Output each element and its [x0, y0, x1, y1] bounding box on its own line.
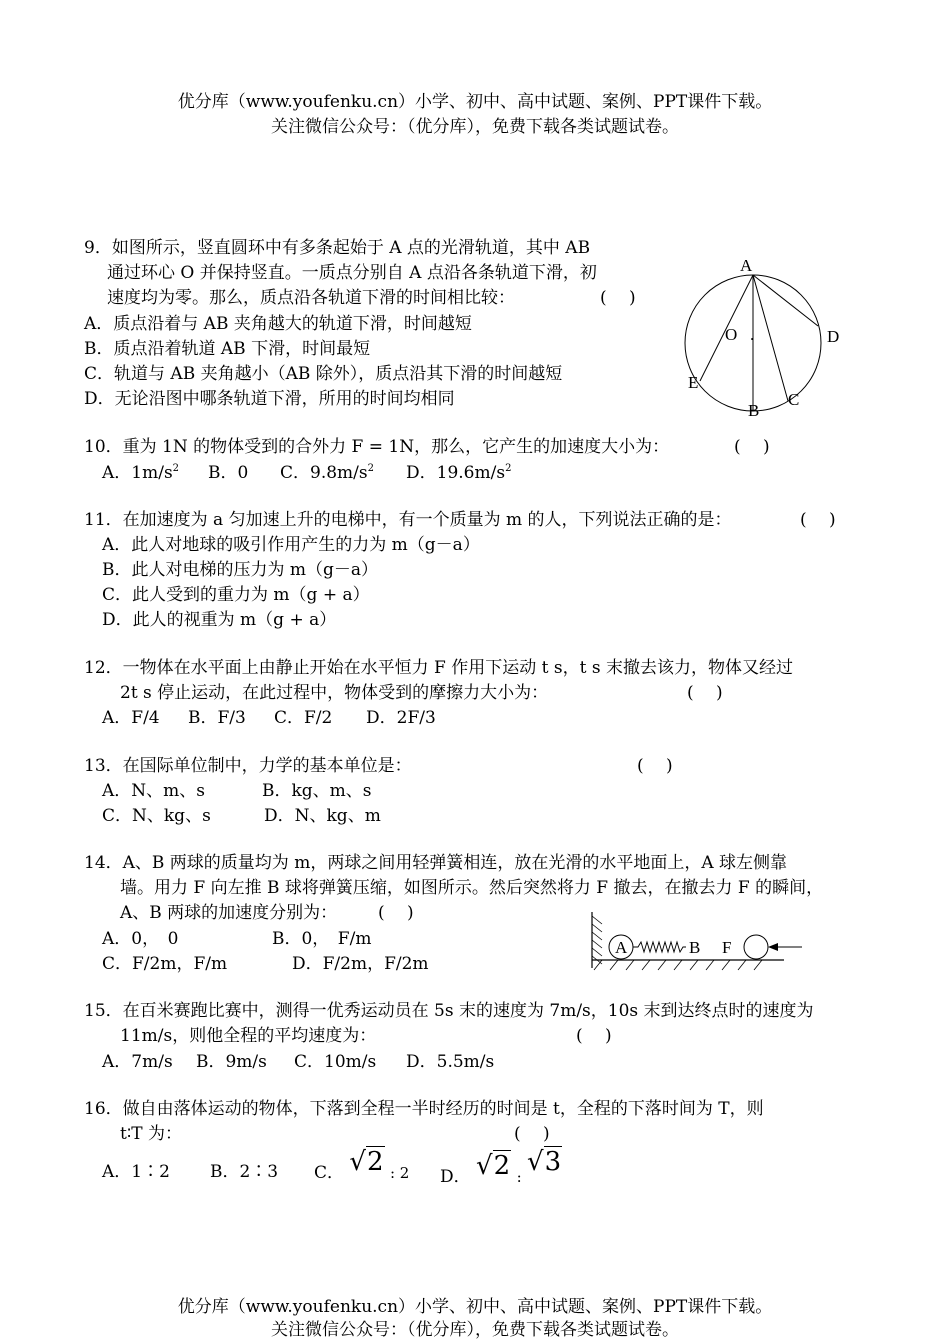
q9-stem-line-3: 速度均为零。那么，质点沿各轨道下滑的时间相比较：: [107, 288, 515, 308]
q9-label-c: C: [788, 390, 800, 409]
q10-option-d-exponent: 2: [505, 463, 512, 474]
q9-label-a: A: [740, 256, 753, 275]
q9-option-b: B．质点沿着轨道 AB 下滑，时间最短: [84, 339, 371, 359]
q12-option-d: D．2F/3: [366, 708, 436, 728]
q9-circle-figure: [676, 250, 856, 425]
q9-track-ac: [753, 275, 788, 401]
q16-option-c-radicand: 2: [367, 1147, 384, 1177]
q16-answer-paren: ( ): [514, 1124, 550, 1144]
q14-answer-paren: ( ): [378, 903, 414, 923]
q10-option-a-exponent: 2: [172, 463, 180, 474]
q14-option-d: D．F/2m，F/2m: [292, 954, 429, 974]
q9-option-a: A．质点沿着与 AB 夹角越大的轨道下滑，时间越短: [84, 314, 472, 334]
q14-option-c: C．F/2m，F/m: [102, 954, 228, 974]
q16-option-c-label: C．: [314, 1163, 345, 1183]
q15-stem-line-2: 11m/s，则他全程的平均速度为：: [120, 1026, 377, 1046]
q9-stem-line-1: 9．如图所示，竖直圆环中有多条起始于 A 点的光滑轨道，其中 AB: [84, 238, 591, 258]
q15-option-d: D．5.5m/s: [406, 1052, 495, 1072]
q10-option-b: B．0: [208, 463, 249, 483]
q14-stem-line-3: A、B 两球的加速度分别为：: [120, 903, 338, 923]
q14-label-f: F: [722, 938, 732, 957]
q14-stem-line-1: 14．A、B 两球的质量均为 m，两球之间用轻弹簧相连，放在光滑的水平地面上，A 球左侧靠: [84, 853, 788, 873]
q16-option-d: [440, 1147, 562, 1187]
q13-stem: 13．在国际单位制中，力学的基本单位是：: [84, 756, 412, 776]
q15-option-b: B．9m/s: [196, 1052, 267, 1072]
q14-wall-hatch: [592, 916, 602, 964]
q9-option-d: D．无论沿图中哪条轨道下滑，所用的时间均相同: [84, 389, 455, 409]
q16-option-d-label: D．: [440, 1167, 471, 1187]
q12-option-c: C．F/2: [274, 708, 333, 728]
q9-stem-line-2: 通过环心 O 并保持竖直。一质点分别自 A 点沿各条轨道下滑，初: [107, 263, 597, 283]
q9-label-d: D: [827, 327, 840, 346]
q12-option-b: B．F/3: [188, 708, 246, 728]
q13-option-b: B．kg、m、s: [262, 781, 372, 801]
q14-label-a: A: [615, 938, 628, 957]
q10-option-d: D．$19.6m/s^2$: [406, 463, 512, 483]
q16-option-c-sqrt: √2: [349, 1147, 384, 1177]
q15-stem-line-1: 15．在百米赛跑比赛中，测得一优秀运动员在 5s 末的速度为 7m/s，10s 末到达终点时的速度为: [84, 1001, 814, 1021]
q10-option-c: C．$9.8m/s^2$: [280, 463, 374, 483]
q13-option-c: C．N、kg、s: [102, 806, 211, 826]
q14-force-arrow-head: [768, 943, 778, 951]
q10-option-c-exponent: 2: [367, 463, 374, 474]
q14-spring-figure: [588, 910, 808, 976]
q9-track-ad: [753, 275, 818, 326]
q15-option-c: C．10m/s: [294, 1052, 377, 1072]
q16-stem-line-1: 16．做自由落体运动的物体，下落到全程一半时经历的时间是 t，全程的下落时间为 T，则: [84, 1099, 764, 1119]
q13-option-d: D．N、kg、m: [264, 806, 381, 826]
q10-answer-paren: ( ): [734, 437, 770, 457]
q16-option-c: [314, 1147, 410, 1186]
q16-stem-line-2: t∶T 为：: [120, 1124, 182, 1144]
q14-spring: [633, 942, 686, 952]
q10-option-a: A．$1m/s^2$: [102, 463, 180, 483]
q9-answer-paren: ( ): [600, 288, 636, 308]
q11-answer-paren: ( ): [800, 510, 836, 530]
q11-option-c: C．此人受到的重力为 m（g + a）: [102, 585, 370, 605]
q9-label-center-dot: .: [750, 325, 755, 344]
q14-ground-hatch: [594, 960, 762, 970]
q14-option-a: A．0， 0: [102, 929, 179, 949]
q12-answer-paren: ( ): [687, 683, 723, 703]
q14-option-b: B．0， F/m: [272, 929, 372, 949]
q11-option-a: A．此人对地球的吸引作用产生的力为 m（g－a）: [102, 535, 480, 555]
q9-label-o: O: [725, 325, 738, 344]
q10-stem: 10．重为 1N 的物体受到的合外力 F = 1N，那么，它产生的加速度大小为：: [84, 437, 670, 457]
q16-option-a: A．1∶2: [102, 1162, 170, 1182]
q15-option-a: A．7m/s: [102, 1052, 173, 1072]
q9-label-e: E: [688, 373, 699, 392]
q12-option-a: A．F/4: [102, 708, 160, 728]
q12-stem-line-2: 2t s 停止运动，在此过程中，物体受到的摩擦力大小为：: [120, 683, 549, 703]
q14-label-b: B: [689, 938, 701, 957]
q16-option-d-radicand-1: 2: [493, 1151, 511, 1181]
q12-stem-line-1: 12．一物体在水平面上由静止开始在水平恒力 F 作用下运动 t s，t s 末撤去该力，物体又经过: [84, 658, 793, 678]
q16-option-d-separator: :: [516, 1168, 522, 1186]
q14-ball-b: [744, 935, 768, 959]
q16-option-d-radicand-2: 3: [544, 1147, 562, 1177]
header-line-2: 关注微信公众号：（优分库），免费下载各类试题试卷。: [271, 117, 679, 137]
footer-line-1: 优分库（www.youfenku.cn）小学、初中、高中试题、案例、PPT课件下载。: [177, 1297, 773, 1317]
q14-stem-line-2: 墙。用力 F 向左推 B 球将弹簧压缩，如图所示。然后突然将力 F 撤去，在撤去力 F 的瞬间，: [120, 878, 824, 898]
q11-stem: 11．在加速度为 a 匀加速上升的电梯中，有一个质量为 m 的人，下列说法正确的是：: [84, 510, 732, 530]
q11-option-b: B．此人对电梯的压力为 m（g－a）: [102, 560, 379, 580]
header-line-1: 优分库（www.youfenku.cn）小学、初中、高中试题、案例、PPT课件下载。: [177, 92, 773, 112]
q9-option-c: C．轨道与 AB 夹角越小（AB 除外），质点沿其下滑的时间越短: [84, 364, 563, 384]
q16-option-c-tail: : 2: [389, 1164, 410, 1182]
q16-option-d-sqrt-1: √2: [476, 1151, 511, 1181]
q13-option-a: A．N、m、s: [102, 781, 205, 801]
q16-option-d-sqrt-2: √3: [527, 1147, 562, 1177]
q15-answer-paren: ( ): [576, 1026, 612, 1046]
q9-label-b: B: [748, 401, 760, 420]
q11-option-d: D．此人的视重为 m（g + a）: [102, 610, 337, 630]
footer-line-2: 关注微信公众号：（优分库），免费下载各类试题试卷。: [271, 1320, 679, 1340]
q16-option-b: B．2∶3: [210, 1162, 279, 1182]
q13-answer-paren: ( ): [637, 756, 673, 776]
